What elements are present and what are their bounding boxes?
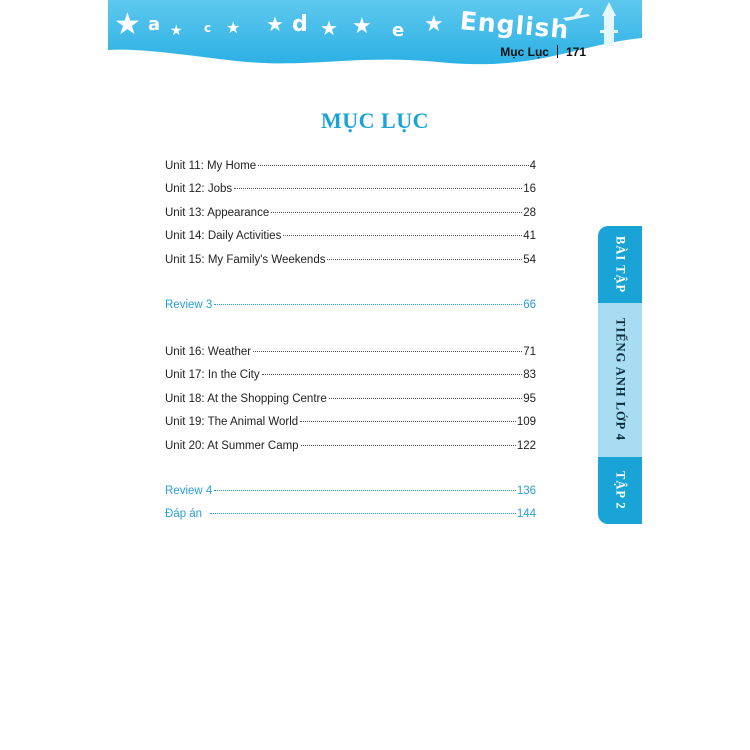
side-tab-segment (598, 226, 642, 303)
toc-label: Unit 18: At the Shopping Centre (165, 392, 327, 405)
toc-label: Unit 13: Appearance (165, 206, 270, 219)
side-tab-label: BÀI TẬP (613, 235, 628, 294)
toc-entry-review[interactable] (165, 485, 536, 508)
toc-page: 122 (516, 439, 536, 452)
toc-entry[interactable] (165, 440, 536, 463)
toc-page: 4 (529, 160, 536, 172)
toc-label: Review 4 (165, 485, 213, 497)
star-icon: ★ (320, 16, 338, 40)
running-title: Mục Lục (500, 45, 549, 59)
toc-label: Unit 20: At Summer Camp (165, 439, 299, 452)
side-tab-label: TIẾNG ANH LỚP 4 (613, 318, 628, 442)
leader-dots (253, 351, 522, 352)
toc-label: Review 3 (165, 299, 213, 311)
leader-dots (301, 445, 516, 446)
toc-page: 95 (523, 392, 536, 405)
leader-dots (327, 259, 522, 260)
leader-dots (300, 421, 516, 422)
toc-group (165, 485, 536, 532)
side-tab-segment (598, 457, 642, 524)
star-icon: ★ (114, 7, 141, 42)
toc-page: 109 (516, 416, 536, 429)
toc-label: Unit 17: In the City (165, 369, 260, 382)
toc-group (165, 160, 536, 277)
toc-label: Unit 14: Daily Activities (165, 230, 282, 243)
toc-page: 136 (516, 485, 536, 497)
divider (557, 45, 558, 58)
toc-entry[interactable] (165, 183, 536, 206)
decor-letter-a: a (148, 14, 161, 35)
toc-page: 54 (523, 253, 536, 266)
header-banner (108, 0, 642, 72)
page-number: 171 (565, 45, 586, 59)
star-icon: ★ (266, 12, 284, 36)
toc-group (165, 346, 536, 463)
side-tab-segment (598, 303, 642, 457)
side-tab-label: TẬP 2 (613, 471, 628, 510)
toc-page: 144 (516, 508, 536, 521)
toc-entry[interactable] (165, 207, 536, 230)
toc-page: 41 (523, 230, 536, 243)
toc-entry[interactable] (165, 230, 536, 253)
toc-entry[interactable] (165, 416, 536, 439)
toc-label: Unit 15: My Family's Weekends (165, 253, 326, 266)
leader-dots (234, 188, 522, 189)
toc-label: Unit 12: Jobs (165, 183, 233, 196)
toc-label: Unit 11: My Home (165, 160, 257, 172)
running-head (500, 45, 586, 59)
toc-page: 16 (523, 183, 536, 196)
leader-dots (210, 513, 516, 514)
toc-label: Unit 19: The Animal World (165, 416, 299, 429)
toc-group (165, 299, 536, 322)
leader-dots (283, 235, 522, 236)
star-icon: ★ (424, 12, 444, 37)
toc-entry[interactable] (165, 369, 536, 392)
side-tab (598, 226, 642, 524)
toc-entry-review[interactable] (165, 299, 536, 322)
decor-letter-e: e (392, 20, 405, 41)
star-icon: ★ (170, 23, 183, 39)
leader-dots (258, 165, 528, 166)
leader-dots (271, 212, 522, 213)
toc-entry-answers[interactable] (165, 508, 536, 531)
brand-wordmark: English (458, 6, 571, 45)
toc-entry[interactable] (165, 254, 536, 277)
page-title: MỤC LỤC (321, 108, 429, 133)
leader-dots (214, 490, 516, 491)
toc-page: 83 (523, 369, 536, 382)
leader-dots (262, 374, 523, 375)
decor-letter-c: c (204, 21, 212, 35)
toc-page: 66 (523, 299, 536, 311)
decor-letter-d: d (292, 12, 308, 37)
leader-dots (329, 398, 522, 399)
toc-label: Unit 16: Weather (165, 346, 252, 358)
toc-label: Đáp án (165, 508, 203, 521)
toc-page: 71 (523, 346, 536, 358)
star-icon: ★ (352, 14, 372, 39)
toc-entry[interactable] (165, 393, 536, 416)
toc-entry[interactable] (165, 160, 536, 183)
star-icon: ★ (226, 18, 241, 37)
toc-page: 28 (523, 206, 536, 219)
toc-entry[interactable] (165, 346, 536, 369)
leader-dots (214, 304, 522, 305)
